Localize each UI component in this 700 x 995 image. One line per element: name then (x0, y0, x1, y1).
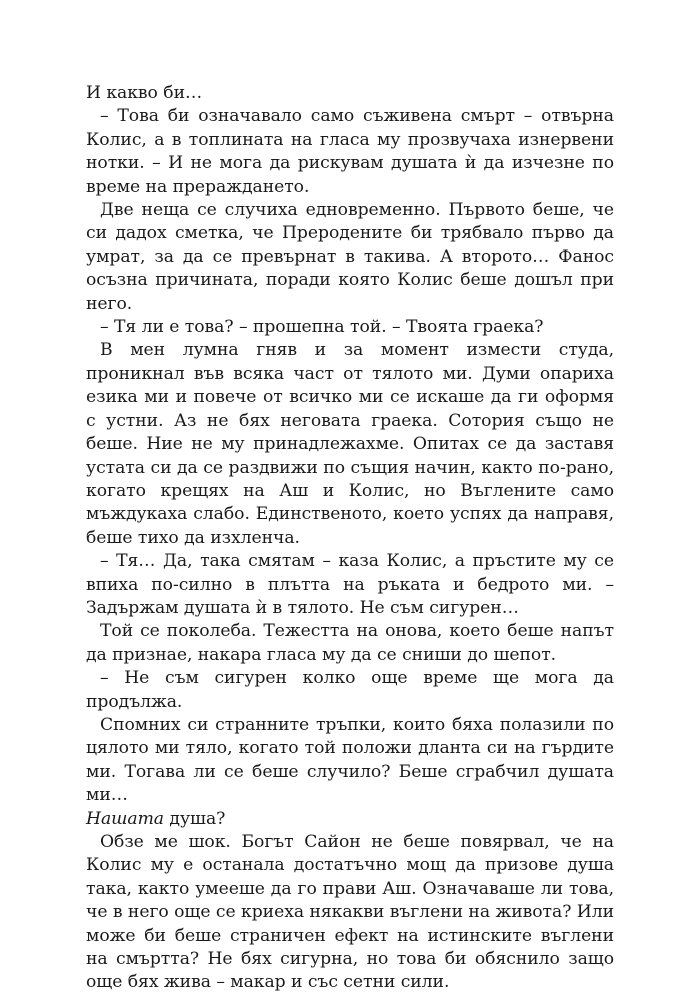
paragraph-8: – Не съм сигурен колко още време ще мога да продължа. (86, 668, 614, 712)
paragraph-6: – Тя… Да, така смятам – каза Колис, а пръстите му се впиха по-силно в плътта на ръката и бедрото ми. – Задържам душата ѝ в тялото. Не съм сигурен… (86, 551, 614, 618)
paragraph-9-italic: Нашата (86, 808, 165, 829)
paragraph-4: – Тя ли е това? – прошепна той. – Твоята граека? (100, 317, 544, 338)
paragraph-10: Обзе ме шок. Богът Сайон не беше повярвал, че на Колис му е останала достатъчно мощ да призове душа така, както умееше да го прави Аш. Означаваше ли това, че в него още се криеха някакви въглени на живота? Или може би беше страничен ефект на истинските въглени на смъртта? Не бях сигурна, но това би обяснило защо още бях жива – макар и със сетни сили. (86, 832, 614, 993)
paragraph-9-text-a: Спомних си странните тръпки, които бяха полазили по цялото ми тяло, когато той положи дланта си на гърдите ми. Тогава ли се беше случило? Беше сграбчил душата ми… (86, 714, 614, 806)
paragraph-9 (86, 714, 614, 831)
paragraph-5: В мен лумна гняв и за момент измести студа, проникнал във всяка част от тялото ми. Думи опариха езика ми и повече от всичко ми се искаше да ги оформя с устни. Аз не бях неговата граека. Сотория също не беше. Ние не му принадлежахме. Опитах се да заставя устата си да се раздвижи по същия начин, както по-рано, когато крещях на Аш и Колис, но Въглените само мъждукаха слабо. Единственото, което успях да направя, беше тихо да изхленча. (86, 340, 614, 548)
paragraph-1: И какво би… (86, 83, 203, 103)
paragraph-9-text-b: душа? (164, 808, 226, 829)
paragraph-7: Той се поколеба. Тежестта на онова, което беше напът да признае, накара гласа му да се сниши до шепот. (86, 621, 614, 665)
paragraph-2: – Това би означавало само съживена смърт – отвърна Колис, а в топлината на гласа му прозвучаха изнервени нотки. – И не мога да рискувам душата ѝ да изчезне по време на прераждането. (86, 106, 614, 197)
book-page (86, 82, 614, 995)
paragraph-3: Две неща се случиха едновременно. Първото беше, че си дадох сметка, че Преродените би трябвало първо да умрат, за да се превърнат в такива. А второто… Фанос осъзна причината, поради която Колис беше дошъл при него. (86, 200, 614, 314)
